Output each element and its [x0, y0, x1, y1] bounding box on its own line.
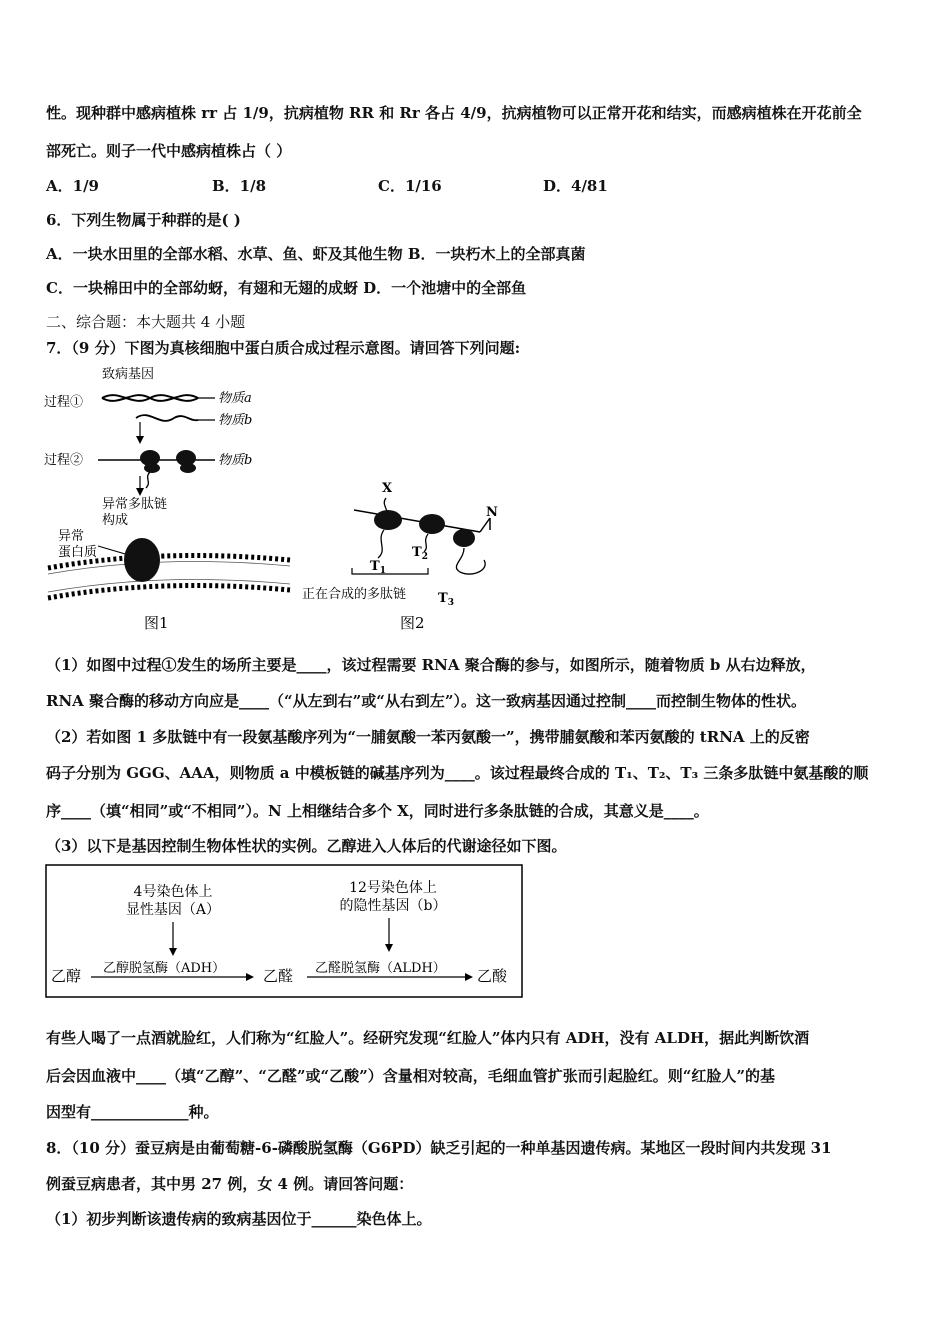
- fig1-protein-label-1: 异常: [58, 529, 85, 544]
- q6-options-ab: A．一块水田里的全部水稻、水草、鱼、虾及其他生物 B．一块朽木上的全部真菌: [46, 245, 586, 263]
- q7-p3-line-1: （3）以下是基因控制生物体性状的实例。乙醇进入人体后的代谢途径如下图。: [46, 837, 567, 855]
- fig1-protein-label-2: 蛋白质: [58, 545, 98, 560]
- fig1-gene-label: 致病基因: [102, 367, 155, 382]
- q7-p2-line-3: 序____（填“相同”或“不相同”）。N 上相继结合多个 X，同时进行多条肽链的合成，其意义是____。: [46, 802, 709, 820]
- q5-option-d: D．4/81: [543, 177, 608, 195]
- ethanol-pathway-diagram: [45, 864, 523, 998]
- q8-line-1: 8．（10 分）蚕豆病是由葡萄糖-6-磷酸脱氢酶（G6PD）缺乏引起的一种单基因遗传病。某地区一段时间内共发现 31: [46, 1139, 832, 1157]
- q7-p1-line-1: （1）如图中过程①发生的场所主要是____，该过程需要 RNA 聚合酶的参与，如图所示，随着物质 b 从右边释放，: [46, 656, 816, 674]
- fig2-n-label: N: [486, 505, 498, 520]
- fig1-substance-b2: 物质b: [218, 453, 253, 468]
- fig2-chain-label: 正在合成的多肽链: [302, 587, 407, 602]
- fig2-ribosome-3: [453, 529, 475, 547]
- fig2-t2-label: $T_2$: [412, 545, 428, 562]
- figure-1: [44, 367, 290, 632]
- fig2-chain-2: [424, 534, 428, 552]
- q7-p3-line-4: 因型有_____________种。: [46, 1103, 219, 1121]
- arrow-down-icon: [136, 488, 144, 496]
- q6-stem: 6．下列生物属于种群的是( ): [46, 211, 241, 229]
- fig2-ribosome-1: [374, 510, 402, 530]
- acetic-acid-label: 乙酸: [477, 967, 508, 985]
- cell-membrane: [48, 556, 290, 599]
- gene-b-line-2: 的隐性基因（b）: [339, 898, 447, 914]
- fig2-chain-1: [378, 530, 384, 558]
- fig2-mrna: [354, 510, 480, 532]
- fig1-process1-label: 过程①: [44, 395, 84, 410]
- protein-synthesis-figure: [40, 360, 560, 640]
- q7-p2-line-2: 码子分别为 GGG、AAA，则物质 a 中模板链的碱基序列为____。该过程最终合成的 T₁、T₂、T₃ 三条多肽链中氨基酸的顺: [46, 764, 869, 782]
- section-heading: 二、综合题：本大题共 4 小题: [46, 313, 246, 331]
- fig2-t1-label: $T_1$: [370, 559, 386, 576]
- enzyme-adh-label: 乙醇脱氢酶（ADH）: [103, 961, 226, 976]
- q7-p3-line-3: 后会因血液中____（填“乙醇”、“乙醛”或“乙酸”）含量相对较高，毛细血管扩张而引起脸红。则“红脸人”的基: [46, 1067, 776, 1085]
- fig2-chain-3: [456, 548, 485, 574]
- q8-p1: （1）初步判断该遗传病的致病基因位于______染色体上。: [46, 1210, 432, 1228]
- q6-options-cd: C．一块棉田中的全部幼蚜，有翅和无翅的成蚜 D．一个池塘中的全部鱼: [46, 279, 527, 297]
- arrow-down-icon: [136, 436, 144, 444]
- fig2-t1-bracket: [352, 568, 428, 574]
- q7-p2-line-1: （2）若如图 1 多肽链中有一段氨基酸序列为“一脯氨酸一苯丙氨酸一”，携带脯氨酸和苯丙氨酸的 tRNA 上的反密: [46, 728, 810, 746]
- gene-b-line-1: 12号染色体上: [349, 880, 437, 896]
- fig1-caption: 图1: [144, 614, 169, 632]
- q7-p3-line-2: 有些人喝了一点酒就脸红，人们称为“红脸人”。经研究发现“红脸人”体内只有 ADH，没有 ALDH，据此判断饮酒: [46, 1029, 810, 1047]
- fig1-substance-a: 物质a: [218, 391, 252, 406]
- enzyme-aldh-label: 乙醛脱氢酶（ALDH）: [315, 961, 446, 976]
- q5-option-c: C．1/16: [378, 177, 442, 195]
- fig1-substance-b1: 物质b: [218, 413, 253, 428]
- mrna-strand: [136, 415, 198, 421]
- abnormal-protein: [124, 538, 160, 582]
- q5-line-2: 部死亡。则子一代中感病植株占（ ）: [46, 142, 292, 160]
- fig2-t3-label: $T_3$: [438, 591, 454, 608]
- acetaldehyde-label: 乙醛: [263, 967, 294, 985]
- fig1-process2-label: 过程②: [44, 453, 84, 468]
- q5-option-a: A．1/9: [46, 177, 99, 195]
- fig1-chain-label-1: 异常多肽链: [102, 497, 168, 512]
- q5-option-b: B．1/8: [212, 177, 267, 195]
- fig2-caption: 图2: [400, 614, 425, 632]
- q7-stem: 7．（9 分）下图为真核细胞中蛋白质合成过程示意图。请回答下列问题:: [46, 339, 521, 357]
- q7-p1-line-2: RNA 聚合酶的移动方向应是____（“从左到右”或“从右到左”）。这一致病基因通过控制____而控制生物体的性状。: [46, 692, 807, 710]
- fig1-chain-label-2: 构成: [102, 513, 129, 528]
- fig2-ribosome-2: [419, 514, 445, 534]
- fig2-x-label: X: [382, 481, 393, 496]
- gene-a-line-2: 显性基因（A）: [125, 902, 221, 918]
- q8-line-2: 例蚕豆病患者，其中男 27 例，女 4 例。请回答问题：: [46, 1175, 414, 1193]
- gene-a-line-1: 4号染色体上: [133, 884, 213, 900]
- q5-line-1: 性。现种群中感病植株 rr 占 1/9，抗病植物 RR 和 Rr 各占 4/9，抗病植物可以正常开花和结实，而感病植株在开花前全: [46, 104, 862, 122]
- figure-2: [302, 481, 498, 632]
- ethanol-label: 乙醇: [51, 967, 82, 985]
